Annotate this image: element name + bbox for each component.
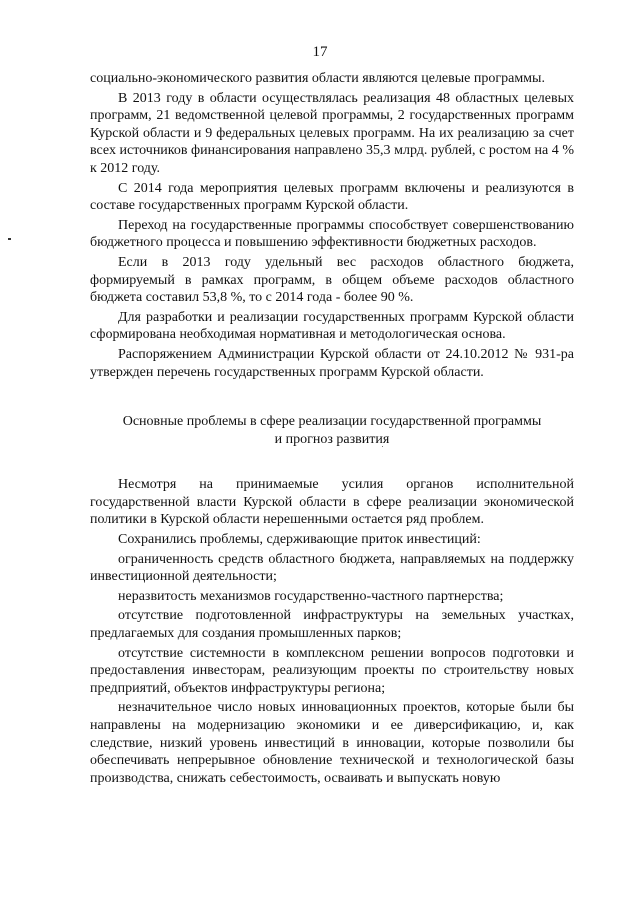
paragraph-budget-share: Если в 2013 году удельный вес расходов областного бюджета, формируемый в рамках программ, в общем объеме расходов областного бюджета составил 53,8 %, то с 2014 года - более 90 %.: [90, 254, 574, 306]
paragraph-continuation: социально-экономического развития области являются целевые программы.: [90, 71, 545, 86]
paragraph-2013-programs: В 2013 году в области осуществлялась реализация 48 областных целевых программ, 21 ведомственной целевой программы, 2 государственных программ Курской области и 9 федеральных целевых программ. На их реализацию за счет всех источников финансирования направлено 35,3 млрд. рублей, с ростом на 4 % к 2012 году.: [90, 90, 574, 176]
document-body: [90, 70, 574, 789]
paragraph-normative-base: Для разработки и реализации государственных программ Курской области сформирована необходимая нормативная и методологическая основа.: [90, 309, 574, 343]
list-item-budget-limits: ограниченность средств областного бюджета, направляемых на поддержку инвестиционной деятельности;: [90, 551, 574, 585]
page-number: 17: [312, 44, 328, 60]
paragraph-transition: Переход на государственные программы способствует совершенствованию бюджетного процесса и повышению эффективности бюджетных расходов.: [90, 217, 574, 251]
margin-mark: [8, 238, 11, 240]
paragraph-2014-inclusion: С 2014 года мероприятия целевых программ включены и реализуются в составе государственных программ Курской области.: [90, 180, 574, 214]
paragraph-unresolved-problems: Несмотря на принимаемые усилия органов исполнительной государственной власти Курской области в сфере реализации экономической политики в Курской области нерешенными остается ряд проблем.: [90, 477, 574, 528]
list-item-infrastructure: отсутствие подготовленной инфраструктуры на земельных участках, предлагаемых для создания промышленных парков;: [90, 608, 574, 642]
list-item-systemic-approach: отсутствие системности в комплексном решении вопросов подготовки и предоставления инвесторам, реализующим проекты по строительству новых предприятий, объектов инфраструктуры региона;: [90, 645, 574, 696]
list-item-innovation-projects: незначительное число новых инновационных проектов, которые были бы направлены на модернизацию экономики и ее диверсификацию, и, как следствие, низкий уровень инвестиций в инновации, которые позволили бы обеспечивать непрерывное обновление технической и технологической базы производства, снижать себестоимость, осваивать и выпускать новую: [90, 700, 574, 786]
section-heading: [90, 413, 574, 448]
section-heading-line-1: Основные проблемы в сфере реализации государственной программы: [122, 414, 542, 430]
paragraph-investment-problems: Сохранились проблемы, сдерживающие приток инвестиций:: [118, 532, 481, 548]
section-heading-line-2: и прогноз развития: [274, 431, 390, 447]
paragraph-administration-order: Распоряжением Администрации Курской области от 24.10.2012 № 931-ра утвержден перечень государственных программ Курской области.: [90, 346, 574, 380]
list-item-ppp-mechanisms: неразвитость механизмов государственно-частного партнерства;: [118, 588, 504, 604]
